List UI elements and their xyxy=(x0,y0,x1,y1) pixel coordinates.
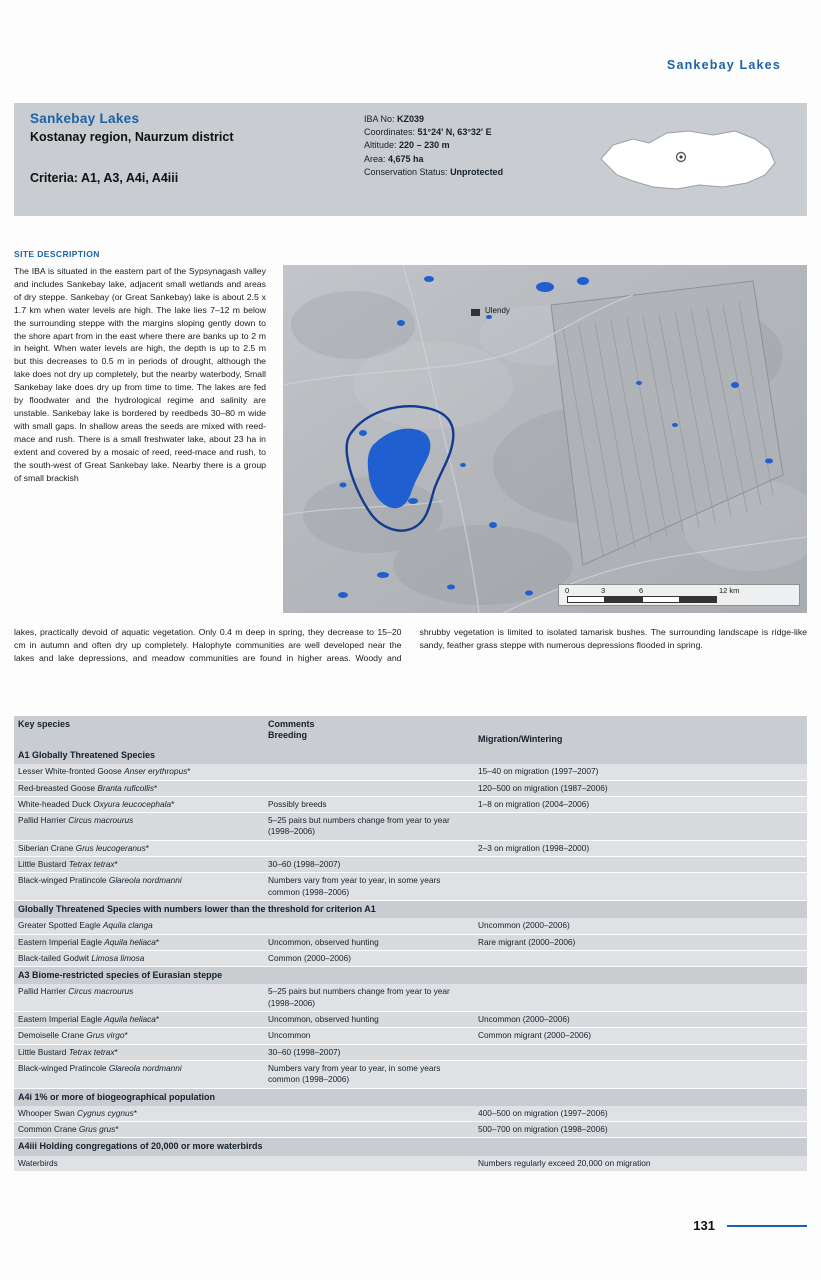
species-asterisk: * xyxy=(145,842,149,853)
species-scientific-name: Oxyura leucocephala xyxy=(93,798,172,809)
species-common-name: Red-breasted Goose xyxy=(18,782,98,793)
cell-species xyxy=(14,950,264,966)
table-section-row xyxy=(14,747,807,764)
cell-breeding: Possibly breeds xyxy=(264,796,474,812)
cell-species xyxy=(14,984,264,1011)
table-row xyxy=(14,950,807,966)
cell-migration-wintering: 15–40 on migration (1997–2007) xyxy=(474,764,807,780)
cell-breeding: Uncommon xyxy=(264,1028,474,1044)
key-species-table xyxy=(14,716,807,1172)
cell-breeding: Common (2000–2006) xyxy=(264,950,474,966)
table-row xyxy=(14,1156,807,1172)
species-common-name: Common Crane xyxy=(18,1124,79,1135)
species-common-name: White-headed Duck xyxy=(18,798,94,809)
footer-rule xyxy=(727,1225,807,1227)
cell-migration-wintering xyxy=(474,950,807,966)
cell-breeding xyxy=(264,918,474,934)
fact-status-value: Unprotected xyxy=(450,166,504,177)
species-scientific-name: Aquila heliaca xyxy=(104,1014,156,1025)
table-section-title: Globally Threatened Species with numbers lower than the threshold for criterion A1 xyxy=(14,900,807,918)
species-asterisk: * xyxy=(133,1107,137,1118)
site-criteria: Criteria: A1, A3, A4i, A4iii xyxy=(30,171,179,185)
cell-breeding xyxy=(264,1122,474,1138)
table-row xyxy=(14,840,807,856)
species-common-name: Pallid Harrier xyxy=(18,815,69,826)
species-scientific-name: Aquila clanga xyxy=(102,920,153,931)
site-description-continued: lakes, practically devoid of aquatic vegetation. Only 0.4 m deep in spring, they decrease to 15–20 cm in autumn and often dry up completely. Halophyte communities are well developed near the lakes and lake depressions, and meadow communities are found in higher areas. Woody and shrubby vegetation is limited to isolated tamarisk bushes. The surrounding landscape is ridge-like sandy, feather grass steppe with numerous depressions flooded in spring. xyxy=(14,627,807,663)
cell-migration-wintering: Rare migrant (2000–2006) xyxy=(474,934,807,950)
fact-coordinates xyxy=(364,126,503,139)
fact-altitude-value: 220 – 230 m xyxy=(399,140,450,151)
site-facts xyxy=(364,113,503,179)
table-section-row xyxy=(14,900,807,918)
cell-species xyxy=(14,857,264,873)
cell-species xyxy=(14,1156,264,1172)
species-asterisk: * xyxy=(171,798,175,809)
table-row xyxy=(14,918,807,934)
species-scientific-name: Circus macrourus xyxy=(68,815,134,826)
running-head: Sankebay Lakes xyxy=(666,58,781,72)
species-common-name: Whooper Swan xyxy=(18,1107,78,1118)
species-scientific-name: Limosa limosa xyxy=(91,952,145,963)
species-common-name: Black-winged Pratincole xyxy=(18,875,109,886)
cell-migration-wintering xyxy=(474,1060,807,1088)
fact-area-value: 4,675 ha xyxy=(388,153,424,164)
table-row xyxy=(14,857,807,873)
species-common-name: Eastern Imperial Eagle xyxy=(18,1014,105,1025)
fact-iba-no-label: IBA No: xyxy=(364,114,395,124)
scalebar-tick-6: 6 xyxy=(639,586,644,595)
species-common-name: Greater Spotted Eagle xyxy=(18,920,103,931)
species-common-name: Siberian Crane xyxy=(18,842,76,853)
species-scientific-name: Aquila heliaca xyxy=(104,936,156,947)
table-section-row xyxy=(14,1138,807,1156)
header-key-species: Key species xyxy=(14,716,264,747)
scalebar-ticks xyxy=(567,596,717,602)
species-scientific-name: Anser erythropus xyxy=(124,766,188,777)
table-row xyxy=(14,984,807,1011)
species-asterisk: * xyxy=(155,1014,160,1025)
site-title: Sankebay Lakes xyxy=(30,111,140,126)
species-scientific-name: Glareola nordmanni xyxy=(108,875,182,886)
cell-breeding: 5–25 pairs but numbers change from year to year (1998–2006) xyxy=(264,984,474,1011)
table-section-title: A3 Biome-restricted species of Eurasian steppe xyxy=(14,967,807,985)
cell-migration-wintering xyxy=(474,857,807,873)
species-scientific-name: Grus virgo xyxy=(86,1030,125,1041)
species-common-name: Black-tailed Godwit xyxy=(18,952,92,963)
table-row xyxy=(14,764,807,780)
cell-breeding: Numbers vary from year to year, in some years common (1998–2006) xyxy=(264,873,474,901)
species-scientific-name: Circus macrourus xyxy=(68,986,134,997)
section-label-site-description: SITE DESCRIPTION xyxy=(14,249,100,259)
header-comments-breeding xyxy=(264,716,474,747)
site-description-column: The IBA is situated in the eastern part of the Sypsynagash valley and includes Sankebay lake, adjacent small wetlands and areas of dry steppe. Sankebay (or Great Sankebay) lake is about 2.5 x 1.7 km when water levels are high. The lake lies 7–12 m below the surrounding steppe with the margins sloping gently down to the shore apart from in the east where there are banks up to 2 m in height. When water levels are high, the depth is up to 2.5 m but this decreases to 0.5 m in periods of drought, although the lake does not dry up completely, but the nearby waterbody, Small Sankebay lake does dry up from time to time. The lakes are fed by floodwater and the hydrological regime and salinity are unstable. Sankebay lake is bordered by reedbeds 30–80 m wide with small gaps. In shallow areas the seeds are mixed with reed-mace and rush. There is a small freshwater lake, about 23 ha in extent and covered by a mosaic of reed, reed-mace and rush, to the south-west of Great Sankebay lake. Nearby there is a group of small brackish xyxy=(14,266,266,483)
cell-species xyxy=(14,1028,264,1044)
table-row xyxy=(14,934,807,950)
species-common-name: Pallid Harrier xyxy=(18,986,69,997)
cell-species xyxy=(14,1106,264,1122)
scalebar-max-label: 12 km xyxy=(719,586,740,595)
table-row xyxy=(14,1106,807,1122)
cell-species xyxy=(14,796,264,812)
species-scientific-name: Grus grus xyxy=(78,1124,116,1135)
header-breeding: Breeding xyxy=(268,730,308,741)
cell-breeding: 30–60 (1998–2007) xyxy=(264,857,474,873)
cell-breeding: Numbers vary from year to year, in some years common (1998–2006) xyxy=(264,1060,474,1088)
cell-species xyxy=(14,1060,264,1088)
header-migration-wintering: Migration/Wintering xyxy=(474,716,807,747)
cell-species xyxy=(14,1044,264,1060)
cell-breeding xyxy=(264,780,474,796)
species-common-name: Lesser White-fronted Goose xyxy=(18,766,125,777)
cell-species xyxy=(14,764,264,780)
table-row xyxy=(14,1060,807,1088)
fact-altitude-label: Altitude: xyxy=(364,140,397,151)
species-asterisk: * xyxy=(114,859,118,870)
cell-species xyxy=(14,813,264,841)
cell-migration-wintering xyxy=(474,984,807,1011)
fact-iba-no-value: KZ039 xyxy=(397,114,425,124)
cell-species xyxy=(14,780,264,796)
species-common-name: Black-winged Pratincole xyxy=(18,1062,109,1073)
cell-migration-wintering xyxy=(474,873,807,901)
cell-species xyxy=(14,934,264,950)
table-section-title: A4i 1% or more of biogeographical population xyxy=(14,1088,807,1106)
species-common-name: Waterbirds xyxy=(18,1157,58,1168)
cell-migration-wintering xyxy=(474,813,807,841)
table-section-row xyxy=(14,1088,807,1106)
cell-species xyxy=(14,918,264,934)
cell-breeding: Uncommon, observed hunting xyxy=(264,934,474,950)
species-common-name: Demoiselle Crane xyxy=(18,1030,87,1041)
table-header-row xyxy=(14,716,807,747)
map-scalebar xyxy=(558,584,800,606)
fact-iba-no xyxy=(364,113,503,126)
species-common-name: Little Bustard xyxy=(18,1046,69,1057)
table-section-title: A4iii Holding congregations of 20,000 or more waterbirds xyxy=(14,1138,807,1156)
cell-migration-wintering: Numbers regularly exceed 20,000 on migration xyxy=(474,1156,807,1172)
fact-area-label: Area: xyxy=(364,153,386,164)
table-row xyxy=(14,873,807,901)
fact-conservation-status xyxy=(364,166,503,179)
species-scientific-name: Glareola nordmanni xyxy=(108,1062,182,1073)
cell-migration-wintering: 500–700 on migration (1998–2006) xyxy=(474,1122,807,1138)
site-region: Kostanay region, Naurzum district xyxy=(30,130,234,144)
country-locator-map-icon xyxy=(589,119,789,199)
cell-breeding xyxy=(264,1106,474,1122)
species-asterisk: * xyxy=(187,766,191,777)
species-asterisk: * xyxy=(114,1046,118,1057)
cell-migration-wintering: Common migrant (2000–2006) xyxy=(474,1028,807,1044)
fact-altitude xyxy=(364,139,503,152)
table-row xyxy=(14,780,807,796)
table-section-title: A1 Globally Threatened Species xyxy=(14,747,807,764)
settlement-marker xyxy=(471,309,480,316)
cell-species xyxy=(14,1122,264,1138)
key-species-table-wrapper xyxy=(14,716,807,1172)
species-asterisk: * xyxy=(155,936,160,947)
cell-migration-wintering: Uncommon (2000–2006) xyxy=(474,918,807,934)
table-row xyxy=(14,1122,807,1138)
species-scientific-name: Cygnus cygnus xyxy=(77,1107,134,1118)
cell-migration-wintering: 1–8 on migration (2004–2006) xyxy=(474,796,807,812)
cell-species xyxy=(14,1012,264,1028)
fact-coordinates-value: 51°24' N, 63°32' E xyxy=(417,127,492,138)
satellite-map xyxy=(283,265,807,613)
table-row xyxy=(14,796,807,812)
cell-migration-wintering: 2–3 on migration (1998–2000) xyxy=(474,840,807,856)
species-scientific-name: Branta ruficollis xyxy=(97,782,155,793)
cell-species xyxy=(14,840,264,856)
map-place-label-ulendy: Ulendy xyxy=(485,306,510,315)
cell-migration-wintering xyxy=(474,1044,807,1060)
species-asterisk: * xyxy=(115,1124,119,1135)
cell-breeding: Uncommon, observed hunting xyxy=(264,1012,474,1028)
cell-species xyxy=(14,873,264,901)
species-common-name: Eastern Imperial Eagle xyxy=(18,936,105,947)
species-scientific-name: Tetrax tetrax xyxy=(68,1046,115,1057)
species-common-name: Little Bustard xyxy=(18,859,69,870)
table-row xyxy=(14,1044,807,1060)
fact-coordinates-label: Coordinates: xyxy=(364,127,416,138)
cell-migration-wintering: Uncommon (2000–2006) xyxy=(474,1012,807,1028)
cell-breeding: 30–60 (1998–2007) xyxy=(264,1044,474,1060)
species-asterisk: * xyxy=(124,1030,128,1041)
scalebar-tick-3: 3 xyxy=(601,586,606,595)
table-section-row xyxy=(14,967,807,985)
satellite-map-graphic xyxy=(283,265,807,613)
cell-breeding xyxy=(264,840,474,856)
species-scientific-name: Tetrax tetrax xyxy=(68,859,115,870)
scalebar-tick-0: 0 xyxy=(565,586,570,595)
cell-migration-wintering: 120–500 on migration (1987–2006) xyxy=(474,780,807,796)
cell-breeding xyxy=(264,764,474,780)
cell-breeding xyxy=(264,1156,474,1172)
table-row xyxy=(14,1028,807,1044)
fact-status-label: Conservation Status: xyxy=(364,166,448,177)
header-comments: Comments xyxy=(268,719,315,729)
page-number: 131 xyxy=(693,1218,715,1233)
site-header-band xyxy=(14,103,807,216)
fact-area xyxy=(364,153,503,166)
species-scientific-name: Grus leucogeranus xyxy=(75,842,146,853)
cell-breeding: 5–25 pairs but numbers change from year to year (1998–2006) xyxy=(264,813,474,841)
species-asterisk: * xyxy=(154,782,158,793)
table-row xyxy=(14,813,807,841)
table-row xyxy=(14,1012,807,1028)
cell-migration-wintering: 400–500 on migration (1997–2006) xyxy=(474,1106,807,1122)
